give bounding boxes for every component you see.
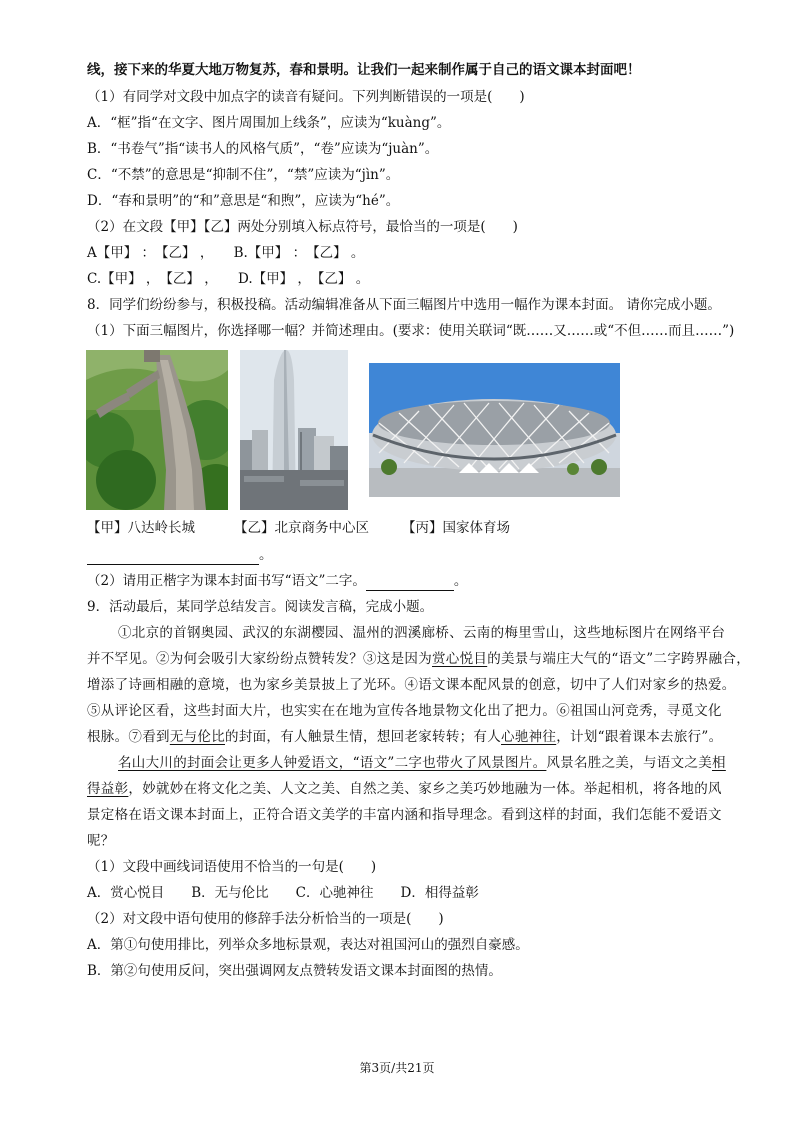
- q9-p2-line2: 得益彰，妙就妙在将文化之美、人文之美、自然之美、家乡之美巧妙地融为一体。举起相机，将各地的风: [87, 781, 722, 797]
- great-wall-image: [86, 350, 228, 510]
- q9-p1-line5: 根脉。⑦看到无与伦比的封面，有人触景生情，想回老家转转；有人心驰神往，计划“跟着课本去旅行”。: [87, 729, 723, 745]
- q7-sub1-option-c: C．“不禁”的意思是“抑制不住”，“禁”应读为“jìn”。: [87, 167, 400, 183]
- underlined-phrase-5a: 相: [712, 755, 726, 771]
- q7-sub1-stem: （1）有同学对文段中加点字的读音有疑问。下列判断错误的一项是( ): [87, 89, 525, 105]
- q9-sub2-stem: （2）对文段中语句使用的修辞手法分析恰当的一项是( ): [87, 911, 444, 927]
- q9-p1-line4: ⑤从评论区看，这些封面大片，也实实在在地为宣传各地景物文化出了把力。⑥祖国山河竞秀，寻觅文化: [87, 703, 722, 719]
- q7-sub1-option-b: B．“书卷气”指“读书人的风格气质”，“卷”应读为“juàn”。: [87, 141, 439, 157]
- q7-sub1-option-d: D．“春和景明”的“和”意思是“和煦”，应读为“hé”。: [87, 193, 400, 209]
- beijing-cbd-illustration: [240, 350, 348, 510]
- national-stadium-illustration: [369, 363, 620, 497]
- q9-sub2-option-b: B．第②句使用反问，突出强调网友点赞转发语文课本封面图的热情。: [87, 963, 502, 979]
- underlined-phrase-5b: 得益彰: [87, 781, 129, 797]
- q7-sub2-stem: （2）在文段【甲】【乙】两处分别填入标点符号，最恰当的一项是( ): [87, 219, 518, 235]
- underlined-phrase-1: 赏心悦目: [432, 651, 488, 667]
- q8-sub1-answer-blank[interactable]: [87, 550, 259, 565]
- q9-p2-line4: 呢？: [87, 833, 115, 849]
- q9-p1-line2: 并不罕见。②为何会吸引大家纷纷点赞转发？③这是因为赏心悦目的美景与端庄大气的“语文”二字跨界融合，: [87, 651, 751, 667]
- q8-sub1-answer-line: 。: [87, 545, 273, 565]
- underlined-phrase-2: 无与伦比: [169, 729, 226, 745]
- q8-sub2-answer-blank[interactable]: [366, 576, 454, 591]
- underlined-sentence-4: 名山大川的封面会让更多人钟爱语文，“语文”二字也带火了风景图片。: [118, 755, 547, 771]
- q8-stem: 8．同学们纷纷参与，积极投稿。活动编辑准备从下面三幅图片中选用一幅作为课本封面。 请你完成小题。: [87, 297, 721, 313]
- q9-p2-line1: 名山大川的封面会让更多人钟爱语文，“语文”二字也带火了风景图片。风景名胜之美，与语文之美相: [118, 755, 726, 771]
- q9-sub1-stem: （1）文段中画线词语使用不恰当的一句是( ): [87, 859, 377, 875]
- caption-jia: 【甲】八达岭长城: [87, 520, 195, 536]
- q9-p1-line3: 增添了诗画相融的意境，也为家乡美景披上了光环。④语文课本配风景的创意，切中了人们对家乡的热爱。: [87, 677, 736, 693]
- q7-sub2-options-cd: C.【甲】 ， 【乙】 ， D.【甲】 ， 【乙】 。: [87, 271, 370, 287]
- q8-sub2: （2）请用正楷字为课本封面书写“语文”二字。 。: [87, 573, 468, 589]
- q7-sub1-option-a: A．“框”指“在文字、图片周围加上线条”，应读为“kuàng”。: [87, 115, 451, 131]
- q9-p2-line3: 景定格在语文课本封面上，正符合语文美学的丰富内涵和指导理念。看到这样的封面，我们怎能不爱语文: [87, 807, 722, 823]
- q9-sub2-option-a: A．第①句使用排比，列举众多地标景观，表达对祖国河山的强烈自豪感。: [87, 937, 529, 953]
- national-stadium-image: [369, 363, 620, 497]
- caption-yi: 【乙】北京商务中心区: [234, 520, 369, 536]
- beijing-cbd-image: [240, 350, 348, 510]
- page-footer: 第3页/共21页: [359, 1061, 435, 1075]
- underlined-phrase-3: 心驰神往: [501, 729, 557, 745]
- caption-bing: 【丙】国家体育场: [402, 520, 510, 536]
- intro-line: 线，接下来的华夏大地万物复苏，春和景明。让我们一起来制作属于自己的语文课本封面吧！: [87, 62, 641, 78]
- q9-p1-line1: ①北京的首钢奥园、武汉的东湖樱园、温州的泗溪廊桥、云南的梅里雪山，这些地标图片在网络平台: [118, 625, 726, 641]
- great-wall-illustration: [86, 350, 228, 510]
- q9-stem: 9．活动最后，某同学总结发言。阅读发言稿，完成小题。: [87, 599, 434, 615]
- q7-sub2-options-ab: A【甲】 ： 【乙】 ， B.【甲】 ： 【乙】 。: [87, 245, 365, 261]
- q9-sub1-options: A．赏心悦目 B．无与伦比 C．心驰神往 D．相得益彰: [87, 885, 479, 901]
- q8-sub1: （1）下面三幅图片，你选择哪一幅？并简述理由。(要求：使用关联词“既……又……或“不但……而且……”): [87, 323, 735, 339]
